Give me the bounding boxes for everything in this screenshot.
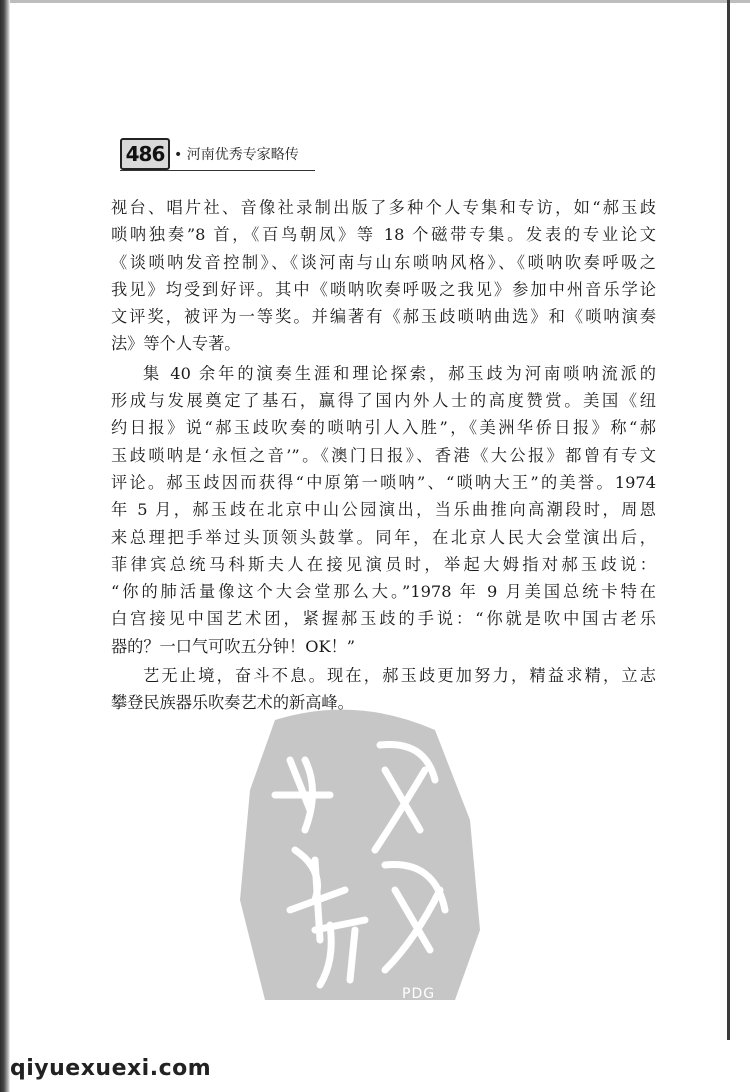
page-header (120, 136, 320, 170)
header-rule (120, 170, 315, 171)
text-line: 约日报》说“郝玉歧吹奏的唢呐引人入胜”，《美洲华侨日报》称“郝 (111, 418, 656, 438)
paragraph-1 (111, 194, 656, 358)
text-line: 唢呐独奏”8 首，《百鸟朝凤》等 18 个磁带专集。发表的专业论文 (111, 225, 656, 245)
text-line: 法》等个人专著。 (111, 334, 241, 354)
scan-top-edge (0, 0, 750, 3)
site-watermark: qiyuexuexi.com (10, 1056, 212, 1081)
running-title: • 河南优秀专家略传 (174, 147, 299, 163)
scan-left-edge (0, 0, 10, 1092)
text-line: 玉歧唢呐是‘永恒之音’”。《澳门日报》、香港《大公报》都曾有专文 (111, 445, 656, 465)
text-line: 文评奖，被评为一等奖。并编著有《郝玉歧唢呐曲选》和《唢呐演奏 (111, 307, 656, 327)
text-line: 白宫接见中国艺术团，紧握郝玉歧的手说：“你就是吹中国古老乐 (111, 609, 656, 629)
body-text (111, 194, 656, 717)
text-line: 我见》均受到好评。其中《唢呐吹奏呼吸之我见》参加中州音乐学论 (111, 279, 656, 299)
text-line: 菲律宾总统马科斯夫人在接见演员时，举起大姆指对郝玉歧说： (111, 554, 656, 574)
text-line: 视台、唱片社、音像社录制出版了多种个人专集和专访，如“郝玉歧 (111, 198, 656, 217)
text-line: 形成与发展奠定了基石，赢得了国内外人士的高度赞赏。美国《纽 (111, 391, 656, 411)
page-number: 486 (120, 138, 170, 170)
pdg-watermark: PDG (402, 986, 436, 1002)
text-line: 艺无止境，奋斗不息。现在，郝玉歧更加努力，精益求精，立志 (143, 666, 656, 686)
text-line: “你的肺活量像这个大会堂那么大。”1978 年 9 月美国总统卡特在 (111, 582, 656, 602)
scan-right-edge (727, 0, 730, 1040)
text-line: 集 40 余年的演奏生涯和理论探索，郝玉歧为河南唢呐流派的 (143, 363, 656, 383)
seal-watermark (235, 700, 485, 1000)
text-line: 来总理把手举过头顶领头鼓掌。同年，在北京人民大会堂演出后， (111, 527, 656, 547)
text-line: 评论。郝玉歧因而获得“中原第一唢呐”、“唢呐大王”的美誉。1974 (111, 472, 656, 492)
paragraph-2 (111, 360, 656, 660)
text-line: 年 5 月，郝玉歧在北京中山公园演出，当乐曲推向高潮段时，周恩 (111, 500, 656, 520)
text-line: 器的？一口气可吹五分钟！OK！” (111, 636, 356, 656)
text-line: 《谈唢呐发音控制》、《谈河南与山东唢呐风格》、《唢呐吹奏呼吸之 (111, 252, 656, 272)
text-line: 攀登民族器乐吹奏艺术的新高峰。 (111, 693, 354, 713)
